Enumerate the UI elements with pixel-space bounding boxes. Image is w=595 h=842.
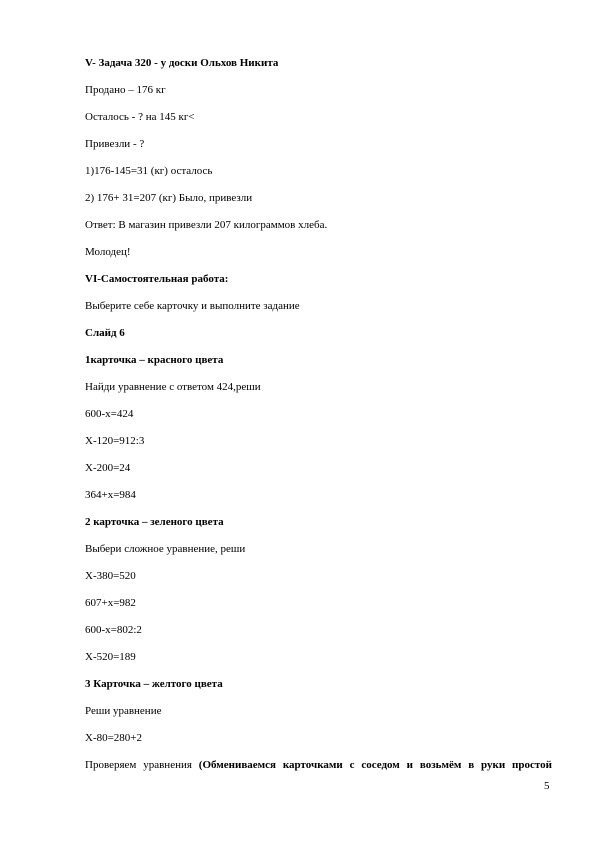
equation-line: Х-80=280+2 bbox=[85, 732, 143, 744]
remaining-line: Осталось - ? на 145 кг< bbox=[85, 111, 195, 123]
check-equations-text: Проверяем уравнения bbox=[85, 759, 192, 771]
card-2-heading: 2 карточка – зеленого цвета bbox=[85, 516, 224, 528]
sold-line: Продано – 176 кг bbox=[85, 84, 166, 96]
equation-line: 600-х=802:2 bbox=[85, 624, 142, 636]
praise-line: Молодец! bbox=[85, 246, 131, 258]
step-1-line: 1)176-145=31 (кг) осталось bbox=[85, 165, 213, 177]
task-320-heading: V- Задача 320 - у доски Ольхов Никита bbox=[85, 57, 279, 69]
step-2-line: 2) 176+ 31=207 (кг) Было, привезли bbox=[85, 192, 253, 204]
answer-line: Ответ: В магазин привезли 207 килограммов хлеба. bbox=[85, 219, 328, 231]
equation-line: Х-200=24 bbox=[85, 462, 131, 474]
equation-line: Х-120=912:3 bbox=[85, 435, 145, 447]
equation-line: 364+х=984 bbox=[85, 489, 136, 501]
card-1-task: Найди уравнение с ответом 424,реши bbox=[85, 381, 261, 393]
check-equations-line bbox=[85, 759, 552, 772]
equation-line: 607+х=982 bbox=[85, 597, 136, 609]
instruction-line: Выберите себе карточку и выполните задание bbox=[85, 300, 300, 312]
slide-label: Слайд 6 bbox=[85, 327, 125, 339]
card-3-task: Реши уравнение bbox=[85, 705, 162, 717]
card-1-heading: 1карточка – красного цвета bbox=[85, 354, 224, 366]
page-number: 5 bbox=[544, 780, 550, 792]
card-3-heading: 3 Карточка – желтого цвета bbox=[85, 678, 223, 690]
card-exchange-instruction: (Обмениваемся карточками с соседом и возьмём в руки простой bbox=[198, 759, 552, 771]
independent-work-heading: VI-Самостоятельная работа: bbox=[85, 273, 229, 285]
card-2-task: Выбери сложное уравнение, реши bbox=[85, 543, 246, 555]
equation-line: Х-380=520 bbox=[85, 570, 136, 582]
brought-line: Привезли - ? bbox=[85, 138, 145, 150]
equation-line: 600-х=424 bbox=[85, 408, 134, 420]
equation-line: Х-520=189 bbox=[85, 651, 136, 663]
